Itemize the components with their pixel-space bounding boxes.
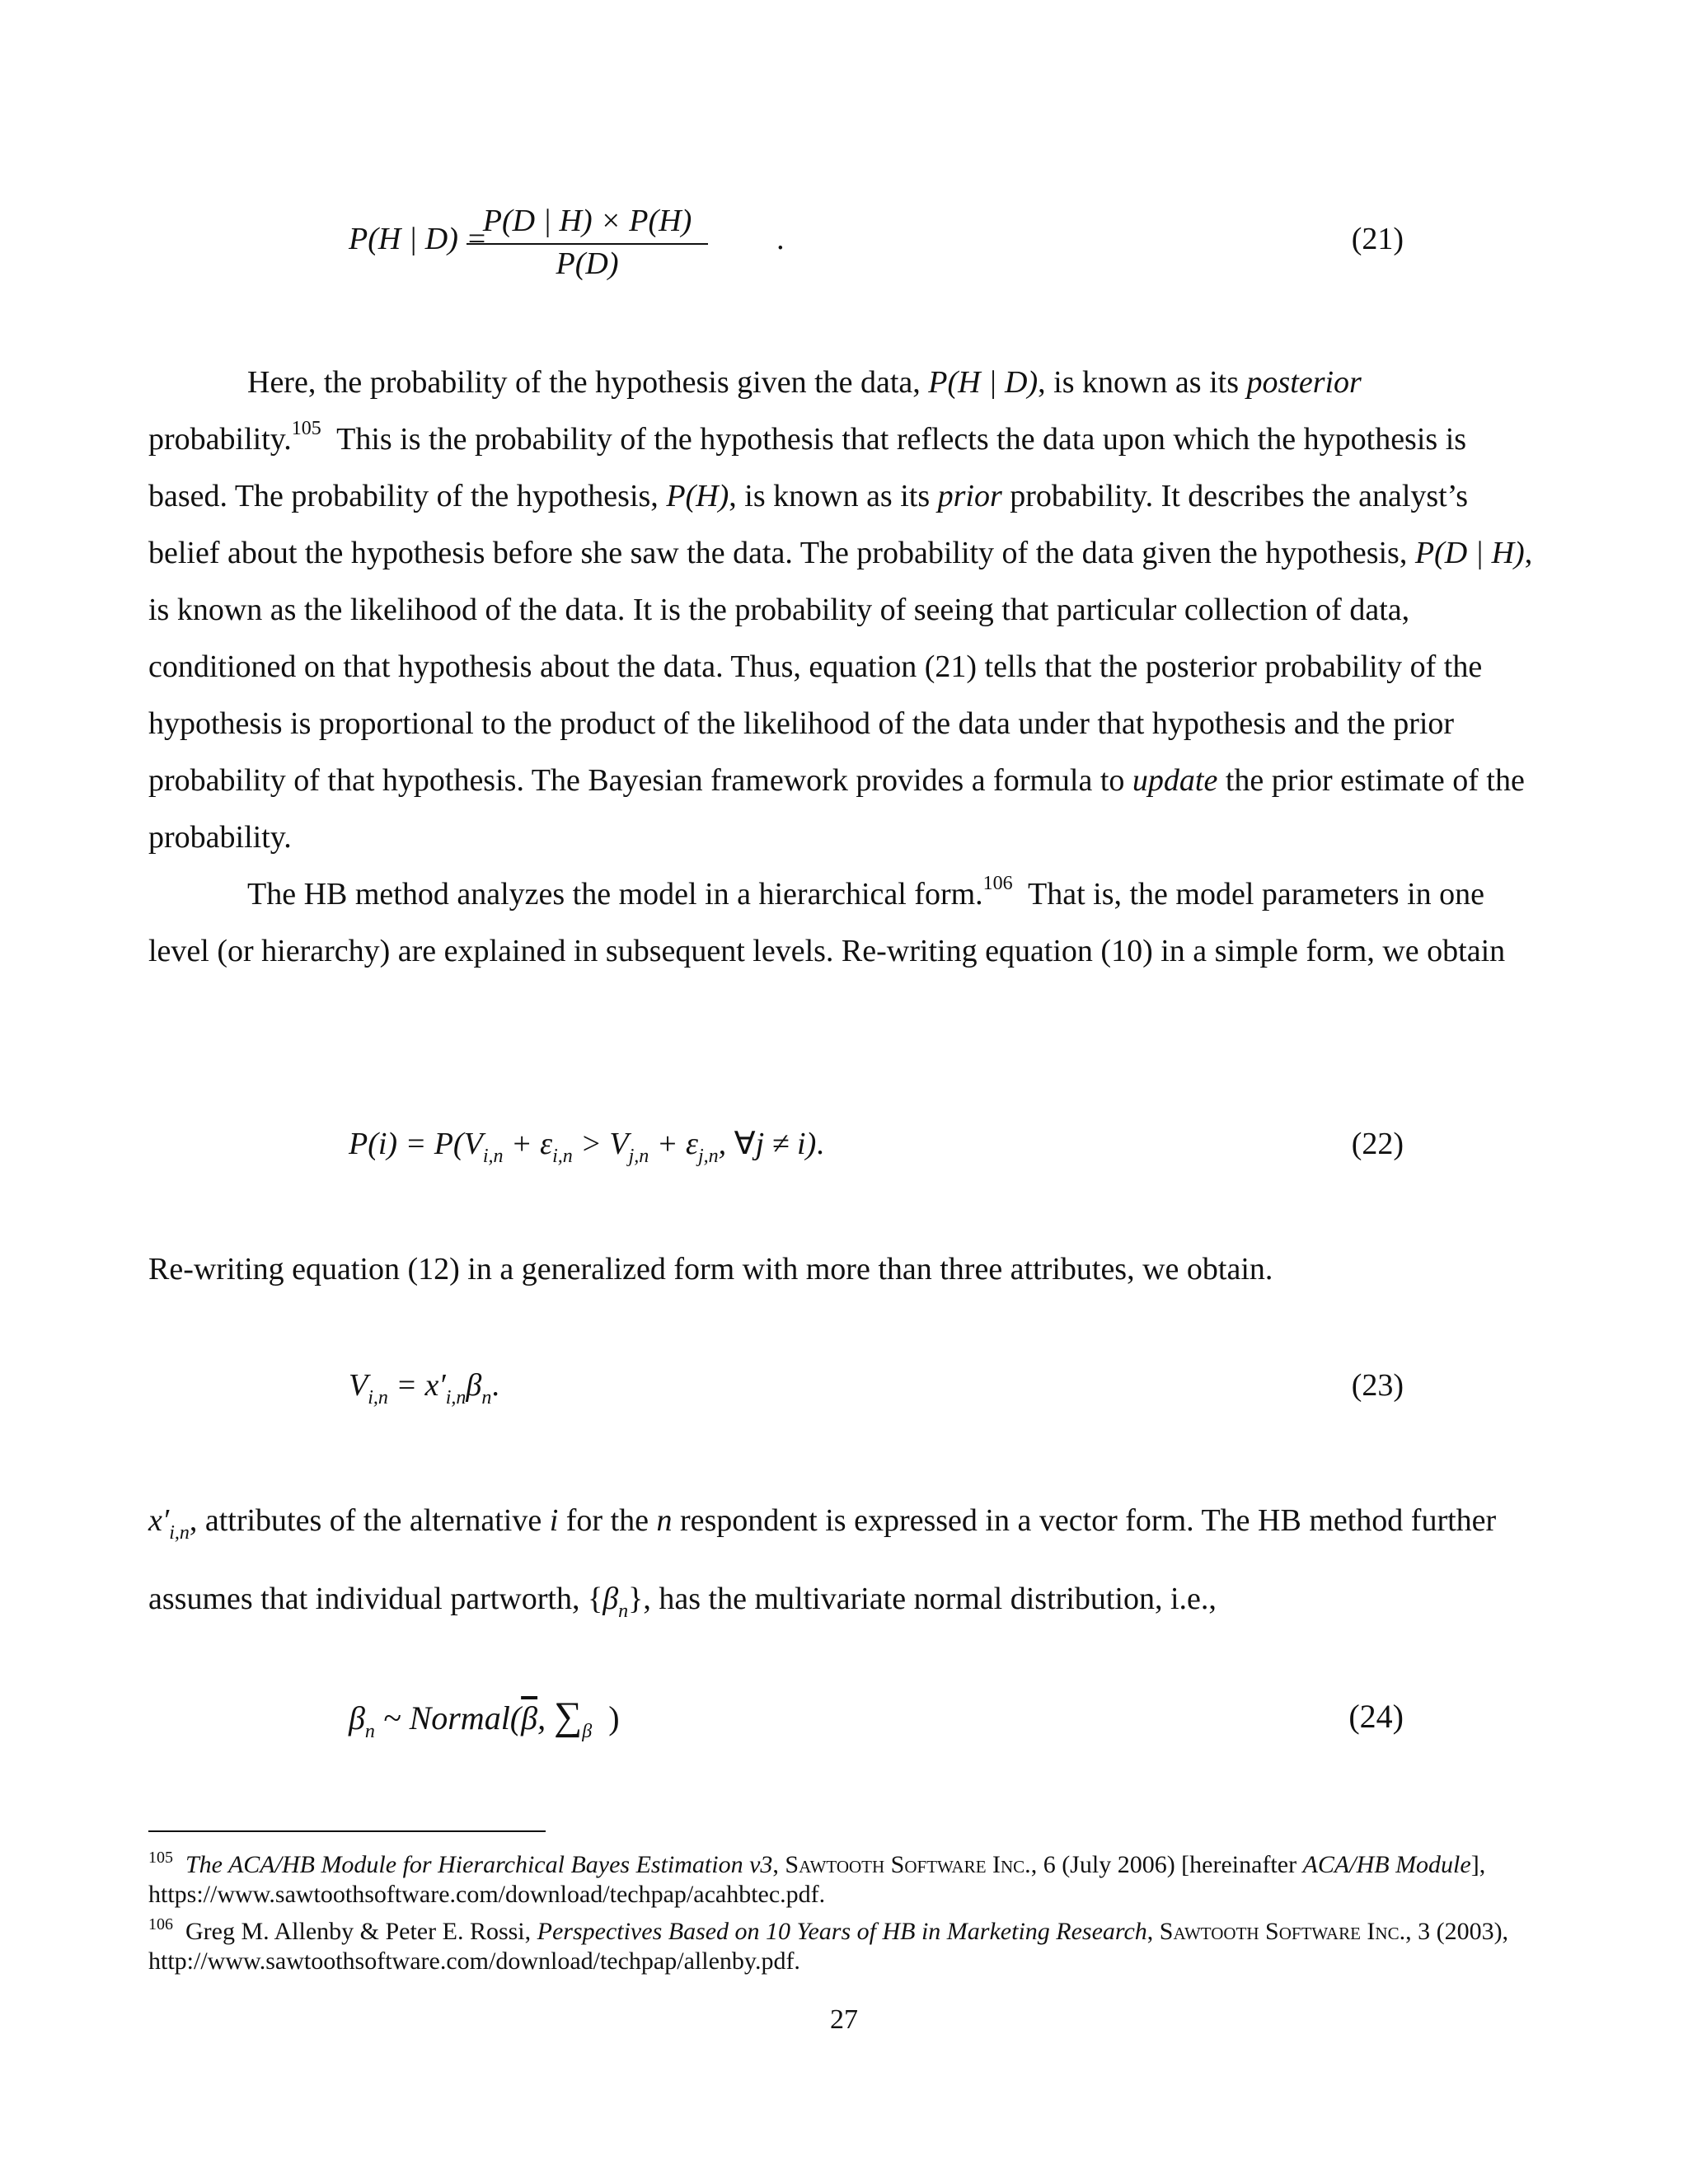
emphasis: ACA/HB Module	[1302, 1851, 1471, 1878]
eq21-numerator: P(D | H) × P(H)	[482, 204, 692, 238]
text-run: Here, the probability of the hypothesis given the data,	[247, 365, 921, 400]
text-run: for the	[565, 1503, 649, 1538]
text-run: , 6 (July 2006) [hereinafter	[1030, 1851, 1297, 1878]
equation-21	[349, 202, 1404, 284]
text-run: respondent is expressed in a vector form. The HB method further assumes that individual partworth,	[148, 1503, 1497, 1616]
emphasis: posterior	[1246, 365, 1362, 400]
text-run: , 3 (2003), http://www.sawtoothsoftware.com/download/techpap/allenby.pdf.	[148, 1918, 1509, 1975]
text-run: The HB method analyzes the model in a hierarchical form.	[247, 877, 983, 912]
text-run: probability. It describes the analyst’s belief about the hypothesis before she saw the data. The probability of the data given the hypothesis,	[148, 479, 1469, 570]
text-run: This is the probability of the hypothesis that reflects the data upon which the hypothesis is based. The probability of the hypothesis,	[148, 422, 1467, 513]
eq21-denominator: P(D)	[556, 246, 619, 281]
footnote-number: 105	[148, 1849, 173, 1867]
footnote-number: 106	[148, 1915, 173, 1933]
eq24-expression: $\beta_n$ ~ $Normal(\overline{\beta}$, $\sum_\beta$ )	[349, 1694, 620, 1742]
text-run: Re-writing equation (12) in a generalized form with more than three attributes, we obtain.	[148, 1252, 1273, 1286]
paragraph	[148, 1488, 1536, 1644]
emphasis: update	[1132, 763, 1218, 798]
text-run: , attributes of the alternative	[189, 1503, 542, 1538]
footnote-separator	[148, 1830, 546, 1832]
inline-math: P(D | H)	[1414, 536, 1525, 570]
text-run: , has the multivariate normal distribution, i.e.,	[643, 1582, 1217, 1616]
footnote-106: $^{106}$ Greg M. Allenby & Peter E. Rossi, Perspectives Based on 10 Years of HB in Marketing Research, Sawtooth Software Inc., 3 (2003), http://www.sawtoothsoftware.com/download/techpap/allenby.pdf.	[148, 1915, 1509, 1975]
text-run: ], https://www.sawtoothsoftware.com/download/techpap/acahbtec.pdf.	[148, 1851, 1486, 1908]
equation-number: (24)	[1348, 1698, 1404, 1735]
text-run: , is known as the likelihood of the data. It is the probability of seeing that particular collection of data, conditioned on that hypothesis about the data. Thus, equation (21) tells that the posterior probability of the hypothesis is proportional to the product of the likelihood of the data under that hypothesis and the prior probability of that hypothesis. The Bayesian framework provides a formula to	[148, 536, 1533, 798]
text-run: Greg M. Allenby & Peter E. Rossi,	[185, 1918, 532, 1945]
publisher: Sawtooth Software Inc.	[1159, 1918, 1406, 1945]
text-run: probability.	[148, 422, 292, 457]
footnote-105: $^{105}$ The ACA/HB Module for Hierarchical Bayes Estimation v3, Sawtooth Software Inc., 6 (July 2006) [hereinafter ACA/HB Module], https://www.sawtoothsoftware.com/download/techpap/acahbtec.pdf.	[148, 1849, 1486, 1908]
emphasis: n	[656, 1503, 673, 1538]
paragraph-partworth	[148, 1488, 1536, 1644]
body-paragraphs	[148, 354, 1536, 980]
equation-23	[349, 1366, 1404, 1416]
page-number: 27	[830, 2004, 858, 2035]
footnote-ref-105: 105	[291, 418, 321, 439]
paragraph-bayes	[148, 354, 1536, 866]
text-run: That is, the model parameters in one level (or hierarchy) are explained in subsequent levels. Re-writing equation (10) in a simple form, we obtain	[148, 877, 1506, 968]
paragraph-rewrite	[148, 1241, 1536, 1298]
text-run: the prior estimate of the probability.	[148, 763, 1525, 855]
inline-math: P(H | D)	[928, 365, 1039, 400]
paragraph-hb-method	[148, 866, 1536, 980]
emphasis: Perspectives Based on 10 Years of HB in Marketing Research	[537, 1918, 1147, 1945]
inline-math: $\{\beta_n\}$	[587, 1582, 644, 1622]
equation-number: (22)	[1351, 1127, 1404, 1161]
equation-24	[349, 1694, 1404, 1755]
publisher: Sawtooth Software Inc.	[785, 1851, 1031, 1878]
equation-22	[349, 1125, 1404, 1174]
eq21-fraction	[467, 202, 708, 283]
emphasis: prior	[937, 479, 1002, 513]
eq23-expression: $V_{i,n} = x'_{i,n}\beta_n$.	[349, 1368, 499, 1408]
emphasis: i	[549, 1503, 559, 1538]
inline-math: $x'_{i,n}$	[148, 1503, 190, 1544]
emphasis: The ACA/HB Module for Hierarchical Bayes Estimation v3	[185, 1851, 773, 1878]
eq21-period: .	[777, 222, 785, 256]
eq21-lhs: P(H | D) =	[349, 222, 487, 256]
text-run: , is known as its	[729, 479, 931, 513]
text-run: , is known as its	[1038, 365, 1239, 400]
footnote-ref-106: 106	[982, 873, 1013, 894]
eq22-expression: $P(i) = P(V_{i,n} + \varepsilon_{i,n} > V_{j,n} + \varepsilon_{j,n}$, ∀j ≠ i).	[349, 1127, 824, 1167]
equation-number: (21)	[1351, 222, 1404, 256]
footnotes	[148, 1843, 1536, 1976]
inline-math: P(H)	[666, 479, 729, 513]
equation-number: (23)	[1351, 1368, 1404, 1403]
